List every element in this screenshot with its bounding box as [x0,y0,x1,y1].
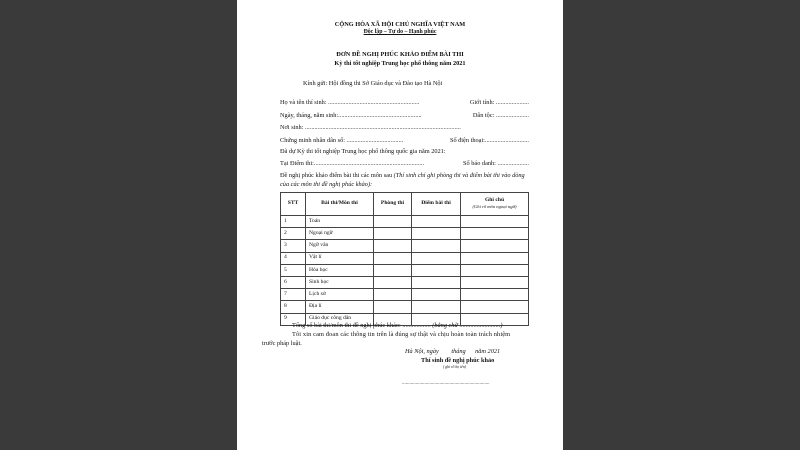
header-stt: STT [281,193,306,216]
room-cell [374,301,412,313]
score-cell [412,301,461,313]
stt-cell: 8 [281,301,306,313]
table-row [281,216,529,228]
motto: Độc lập – Tự do – Hạnh phúc [363,29,437,35]
total-words: (bằng chữ ..........................) [432,322,503,329]
exam-text: Đã dự Kỳ thi tốt nghiệp Trung học phổ thông quốc gia năm 2021: [280,148,446,155]
room-cell [374,264,412,276]
score-cell [412,240,461,252]
room-cell [374,216,412,228]
table-row [281,276,529,288]
score-cell [412,216,461,228]
stt-cell: 5 [281,264,306,276]
pledge-line-1: Tôi xin cam đoan các thông tin trên là đúng sự thật và chịu hoàn toàn trách nhiệm [292,331,511,338]
subjects-table [280,192,529,326]
candidate-no-field: Số báo danh: .................... [463,160,529,167]
note-cell [461,301,529,313]
ethnicity-field: Dân tộc: ..................... [472,112,529,119]
score-cell [412,276,461,288]
note-cell [461,240,529,252]
exam-row [280,149,529,155]
request-label: Đề nghị phúc khảo điểm bài thi các môn sau [280,172,394,179]
dob-field: Ngày, tháng, năm sinh:..................................................... [280,112,422,119]
note-cell [461,252,529,264]
score-cell [412,252,461,264]
room-cell [374,240,412,252]
header-room: Phòng thi [374,193,412,216]
request-text [280,172,529,189]
table-row [281,240,529,252]
request-note: (Thí sinh chỉ ghi phòng thi và điểm bài thi vào dòng của các môn thi đề nghị phúc khảo): [280,172,525,188]
subject-cell: Ngoại ngữ [306,228,374,240]
subject-cell: Địa lí [306,301,374,313]
stt-cell: 1 [281,216,306,228]
document-page [237,0,563,450]
birthplace-field: Nơi sinh: ................................................................................................... [280,124,461,131]
id-row [280,138,529,144]
subject-cell: Giáo dục công dân [306,313,374,325]
subject-cell: Vật lí [306,252,374,264]
form-subtitle: Kỳ thi tốt nghiệp Trung học phổ thông năm 2021 [334,60,466,67]
gender-field: Giới tính: ..................... [469,99,529,106]
header-subject: Bài thi/Môn thi [306,193,374,216]
signer-title: Thí sinh đề nghị phúc khảo [421,357,495,364]
score-cell [412,264,461,276]
dob-row [280,113,529,119]
birthplace-row [280,125,529,131]
total-line [292,323,503,329]
subject-cell: Lịch sử [306,289,374,301]
note-cell [461,216,529,228]
recipient: Kính gửi: Hội đồng thi Sở Giáo dục và Đào tạo Hà Nội [303,80,443,87]
pledge-line-2: trước pháp luật. [262,340,302,347]
subject-cell: Hóa học [306,264,374,276]
date-line: Hà Nội, ngày tháng năm 2021 [405,348,501,355]
header-note-label: Ghi chú [484,197,505,204]
note-cell [461,289,529,301]
stt-cell: 9 [281,313,306,325]
table-row [281,264,529,276]
note-cell [461,276,529,288]
site-row [280,161,529,167]
stt-cell: 3 [281,240,306,252]
header-note [461,193,529,216]
subject-cell: Sinh học [306,276,374,288]
score-cell [412,228,461,240]
stt-cell: 2 [281,228,306,240]
score-cell [412,289,461,301]
stt-cell: 4 [281,252,306,264]
note-cell [461,264,529,276]
room-cell [374,276,412,288]
id-field: Chứng minh nhân dân số: .................................... [280,137,404,144]
stt-cell: 6 [281,276,306,288]
table-row [281,252,529,264]
signature-line: ...................................................................... [402,381,490,386]
room-cell [374,289,412,301]
table-row [281,228,529,240]
site-field: Tại Điểm thi:...................................................................... [280,160,425,167]
table-row [281,301,529,313]
header-note-sub: (Ghi rõ môn ngoại ngữ) [472,204,517,209]
subject-cell: Toán [306,216,374,228]
table-row [281,289,529,301]
header-score: Điểm bài thi [412,193,461,216]
country-header: CỘNG HÒA XÃ HỘI CHỦ NGHĨA VIỆT NAM [334,21,466,28]
form-title: ĐƠN ĐỀ NGHỊ PHÚC KHẢO ĐIỂM BÀI THI [336,51,464,58]
name-row [280,100,529,106]
total-label: Tổng số bài thi/môn thi đề nghị phúc khảo: .................. [292,322,431,329]
stt-cell: 7 [281,289,306,301]
room-cell [374,252,412,264]
room-cell [374,228,412,240]
signer-note: ( ghi rõ họ tên) [443,365,466,369]
phone-field: Số điện thoại:............................ [449,137,529,144]
subject-cell: Ngữ văn [306,240,374,252]
note-cell [461,228,529,240]
name-field: Họ và tên thí sinh: .......................................................... [280,99,420,106]
